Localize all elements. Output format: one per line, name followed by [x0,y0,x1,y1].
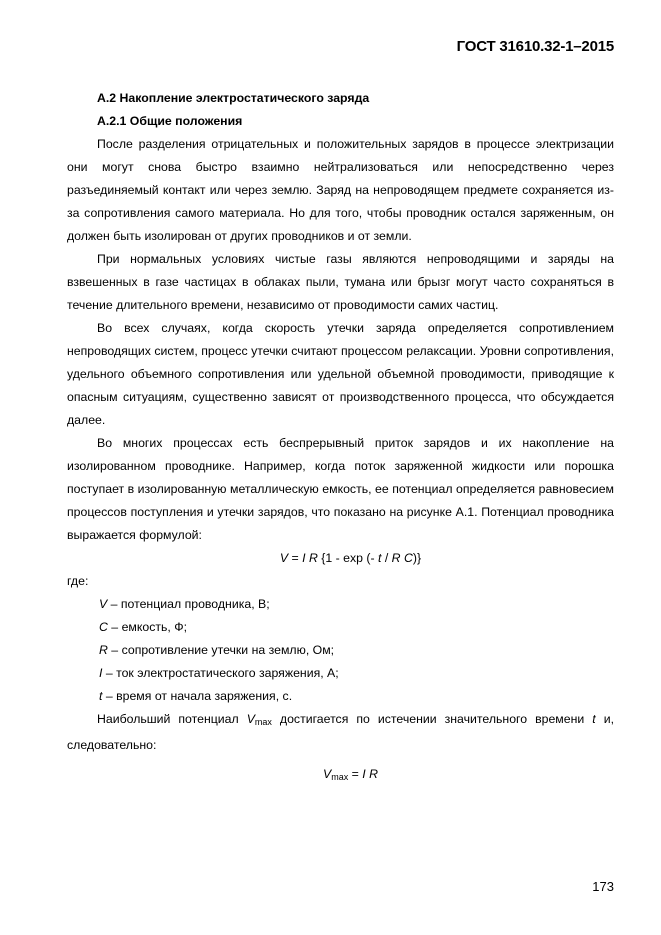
paragraph-4: Во многих процессах есть беспрерывный приток зарядов и их накопление на изолированном проводнике. Например, когда поток заряженной жидкости или порошка поступает в изолированную металлическую емкость, ее потенциал определяется равновесием процессов поступления и утечки зарядов, что показано на рисунке А.1. Потенциал проводника выражается формулой: [67,436,614,542]
formula-r: R [308,551,318,565]
standard-header: ГОСТ 31610.32-1–2015 [456,38,614,55]
formula-c: C [403,551,413,565]
formula-potential [67,547,614,570]
formula-open: {1 - exp (- [317,551,378,565]
paragraph-final [67,708,614,757]
definition-symbol: t [99,689,103,703]
section-subtitle: А.2.1 Общие положения [97,114,243,128]
page-number: 173 [592,879,614,894]
formula2-eq: = [348,767,363,781]
definition-symbol: I [99,666,103,680]
definition-item [67,662,614,685]
definition-text: – время от начала заряжения, с. [102,689,293,703]
definition-item [67,685,614,708]
formula-vmax [67,763,614,789]
definition-symbol: R [99,643,108,657]
final-text-2: достигается по истечении значительного времени [271,712,593,726]
definition-symbol: C [99,620,108,634]
final-text-3: и, следовательно: [67,712,615,752]
formula2-v: V [323,767,332,781]
definition-item [67,616,614,639]
paragraph-3: Во всех случаях, когда скорость утечки заряда определяется сопротивлением непроводящих систем, процесс утечки считают процессом релаксации. Уровни сопротивления, удельного объемного сопротивления или удельной объемной проводимости, приводящие к опасным ситуациям, существенно зависят от производственного процесса, что обсуждается далее. [67,321,614,427]
definition-text: – потенциал проводника, В; [107,597,270,611]
definition-text: – емкость, Ф; [107,620,187,634]
formula-slash: / [381,551,392,565]
formula2-sub: max [331,772,349,782]
formula2-r: R [369,767,378,781]
formula-eq: = [288,551,303,565]
definition-text: – сопротивление утечки на землю, Ом; [107,643,335,657]
definition-item [67,639,614,662]
paragraph-1: После разделения отрицательных и положительных зарядов в процессе электризации они могут снова быстро взаимно нейтрализоваться или непосредственно через разъединяемый контакт или через землю. Заряд на непроводящем предмете сохраняется из-за сопротивления самого материала. Но для того, чтобы проводник остался заряженным, он должен быть изолирован от других проводников и от земли. [67,137,614,243]
final-vmax-v: V [246,712,255,726]
paragraph-2: При нормальных условиях чистые газы являются непроводящими и заряды на взвешенных в газе частицах в облаках пыли, тумана или брызг могут часто сохраняться в течение длительного времени, независимо от проводимости самих частиц. [67,252,614,312]
definition-symbol: V [99,597,108,611]
formula-v: V [279,551,289,565]
formula-close: )} [412,551,422,565]
definition-item [67,593,614,616]
formula-i: I [302,551,306,565]
final-text-1: Наибольший потенциал [97,712,247,726]
section-title: А.2 Накопление электростатического заряда [97,91,370,105]
formula-r2: R [391,551,401,565]
definition-text: – ток электростатического заряжения, А; [102,666,339,680]
formula-t: t [378,551,382,565]
final-t: t [592,712,596,726]
body-text [67,87,614,789]
where-label: где: [67,574,89,588]
final-vmax-sub: max [254,717,272,727]
formula2-i: I [362,767,366,781]
